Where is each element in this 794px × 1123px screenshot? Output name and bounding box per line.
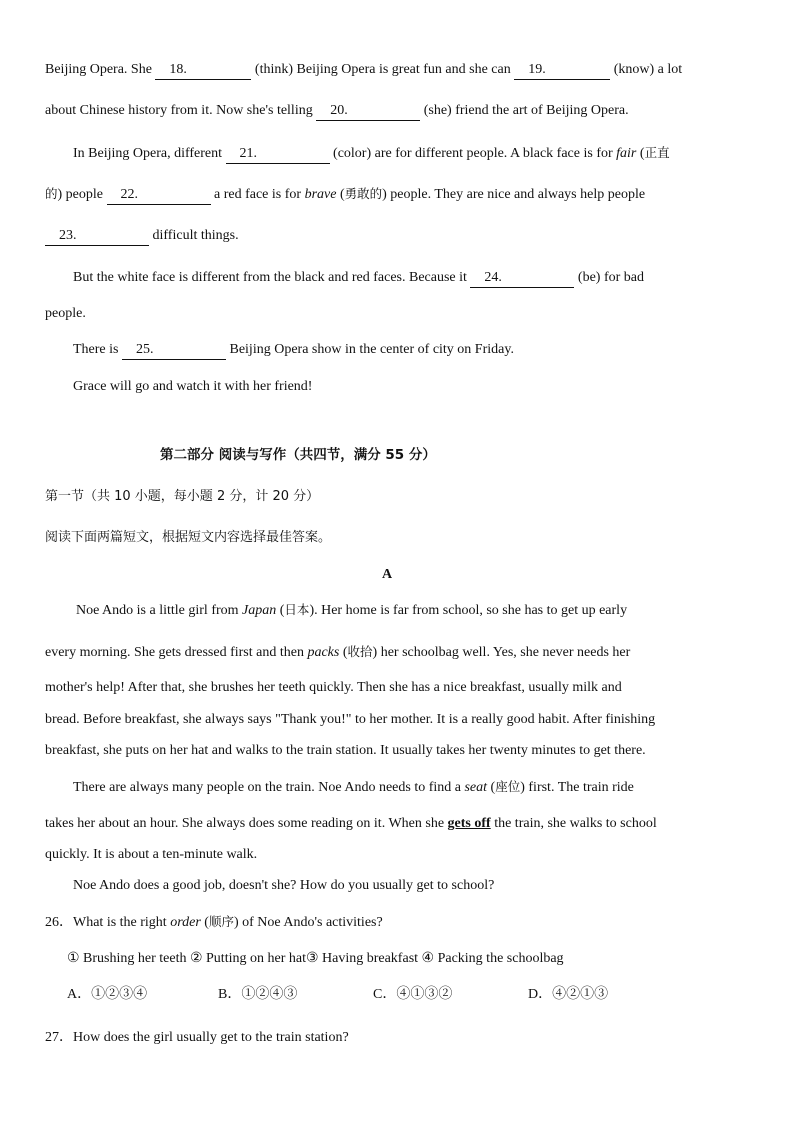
section-heading: 第一节（共 10 小题，每小题 2 分，计 20 分） bbox=[45, 489, 320, 504]
blank-21: 21. bbox=[226, 145, 330, 164]
word-packs: packs bbox=[307, 645, 340, 660]
text: difficult things. bbox=[149, 228, 239, 243]
cloze-line-1 bbox=[45, 61, 682, 80]
text: ) her schoolbag well. Yes, she never needs her bbox=[372, 645, 631, 660]
text: ) people bbox=[57, 187, 107, 202]
blank-22: 22. bbox=[107, 186, 211, 205]
text: ) people. They are nice and always help people bbox=[382, 187, 646, 202]
text: takes her about an hour. She always does some reading on it. When she bbox=[45, 816, 448, 831]
text: every morning. She gets dressed first and then bbox=[45, 645, 308, 660]
cn-gloss: 的 bbox=[45, 186, 58, 201]
instructions: 阅读下面两篇短文，根据短文内容选择最佳答案。 bbox=[45, 530, 332, 545]
passage-line-9: Noe Ando does a good job, doesn't she? How do you usually get to school? bbox=[73, 878, 495, 893]
passage-line-1 bbox=[76, 601, 627, 620]
part-heading: 第二部分 阅读与写作（共四节，满分 55 分） bbox=[160, 447, 436, 463]
text: ( bbox=[276, 603, 285, 618]
option-a[interactable]: A．①②③④ bbox=[67, 987, 148, 1002]
cn-gloss: 收拾 bbox=[347, 644, 373, 659]
word-japan: Japan bbox=[242, 603, 277, 618]
passage-line-5: breakfast, she puts on her hat and walks to the train station. It usually takes her twenty minutes to get there. bbox=[45, 743, 646, 758]
word-seat: seat bbox=[464, 780, 488, 795]
blank-23: 23. bbox=[45, 227, 149, 246]
passage-letter: A bbox=[381, 567, 393, 582]
cloze-line-3 bbox=[73, 144, 670, 164]
text: ( bbox=[636, 146, 645, 161]
word-fair: fair bbox=[616, 146, 637, 161]
blank-19: 19. bbox=[514, 61, 610, 80]
text: There is bbox=[73, 342, 122, 357]
text: Noe Ando is a little girl from bbox=[76, 603, 243, 618]
text: (she) friend the art of Beijing Opera. bbox=[420, 103, 629, 118]
text: ( bbox=[487, 780, 496, 795]
text: Beijing Opera show in the center of city on Friday. bbox=[225, 342, 514, 357]
cn-gloss: 顺序 bbox=[208, 914, 234, 929]
text: (know) a lot bbox=[610, 62, 683, 77]
cloze-line-4 bbox=[45, 185, 645, 205]
option-b[interactable]: B．①②④③ bbox=[218, 987, 298, 1002]
text: 26．What is the right bbox=[45, 915, 171, 930]
text: ( bbox=[200, 915, 209, 930]
cloze-line-9: Grace will go and watch it with her friend! bbox=[73, 379, 313, 394]
cn-gloss: 日本 bbox=[284, 602, 310, 617]
question-26 bbox=[45, 913, 383, 932]
text: ( bbox=[336, 187, 345, 202]
cn-gloss: 勇敢的 bbox=[344, 186, 383, 201]
text: Beijing Opera. She bbox=[45, 62, 156, 77]
blank-18: 18. bbox=[155, 61, 251, 80]
passage-line-3: mother's help! After that, she brushes her teeth quickly. Then she has a nice breakfast, usually milk and bbox=[45, 680, 622, 695]
passage-line-8: quickly. It is about a ten-minute walk. bbox=[45, 847, 258, 862]
text: ). Her home is far from school, so she has to get up early bbox=[309, 603, 628, 618]
text: ( bbox=[339, 645, 348, 660]
cn-gloss: 座位 bbox=[495, 779, 521, 794]
text: (be) for bad bbox=[574, 270, 644, 285]
text: But the white face is different from the black and red faces. Because it bbox=[73, 270, 471, 285]
text: (color) are for different people. A black face is for bbox=[329, 146, 617, 161]
word-brave: brave bbox=[304, 187, 337, 202]
question-27: 27．How does the girl usually get to the train station? bbox=[45, 1030, 349, 1045]
cloze-line-7: people. bbox=[45, 306, 86, 321]
blank-25: 25. bbox=[122, 341, 226, 360]
text: (think) Beijing Opera is great fun and she can bbox=[251, 62, 515, 77]
cloze-line-2 bbox=[45, 102, 629, 121]
option-d[interactable]: D．④②①③ bbox=[528, 987, 609, 1002]
text: ) of Noe Ando's activities? bbox=[233, 915, 383, 930]
word-order: order bbox=[170, 915, 201, 930]
option-c[interactable]: C．④①③② bbox=[373, 987, 453, 1002]
blank-24: 24. bbox=[470, 269, 574, 288]
cloze-line-5 bbox=[45, 227, 239, 246]
text: There are always many people on the train. Noe Ando needs to find a bbox=[73, 780, 465, 795]
passage-line-4: bread. Before breakfast, she always says "Thank you!" to her mother. It is a really good habit. After finishing bbox=[45, 712, 656, 727]
cn-gloss: 正直 bbox=[644, 145, 670, 160]
cloze-line-8 bbox=[73, 341, 514, 360]
text: In Beijing Opera, different bbox=[73, 146, 226, 161]
passage-line-6 bbox=[73, 778, 634, 797]
text: the train, she walks to school bbox=[490, 816, 657, 831]
cloze-line-6 bbox=[73, 269, 644, 288]
phrase-gets-off: gets off bbox=[447, 816, 491, 831]
blank-20: 20. bbox=[316, 102, 420, 121]
passage-line-7 bbox=[45, 815, 657, 833]
text: about Chinese history from it. Now she's telling bbox=[45, 103, 317, 118]
text: ) first. The train ride bbox=[520, 780, 634, 795]
text: a red face is for bbox=[210, 187, 305, 202]
passage-line-2 bbox=[45, 643, 630, 662]
question-26-items: ① Brushing her teeth ② Putting on her hat③ Having breakfast ④ Packing the schoolbag bbox=[67, 951, 564, 966]
